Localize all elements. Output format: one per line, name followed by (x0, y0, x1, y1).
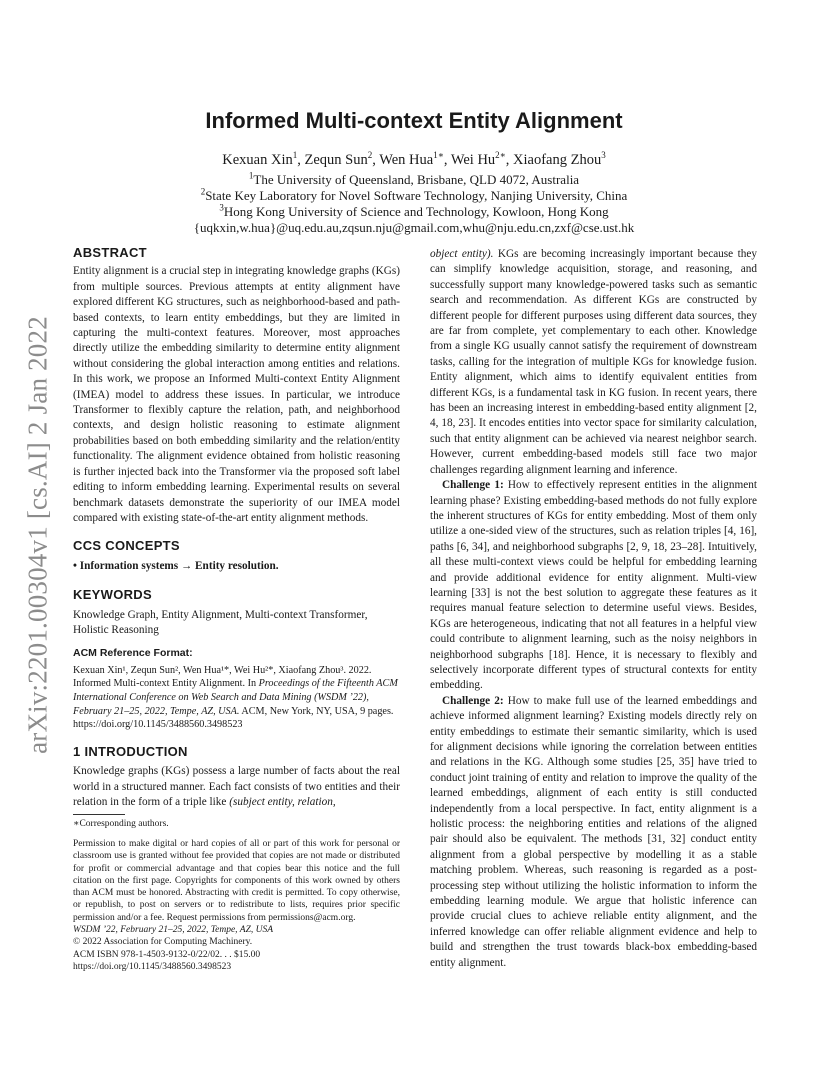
introduction-text (73, 764, 400, 810)
challenge-2-paragraph (430, 694, 757, 971)
affiliation-mark: 2 (200, 186, 206, 197)
keywords-text: Knowledge Graph, Entity Alignment, Multi-context Transformer, Holistic Reasoning (73, 608, 368, 636)
introduction-body: Knowledge graphs (KGs) possess a large number of facts about the real world in a structured manner. Each fact consists of two entities and their relation in the form of a triple like (73, 765, 400, 808)
author-affil-mark: 2 (367, 150, 373, 161)
isbn-line: ACM ISBN 978-1-4503-9132-0/22/02. . . $15.00 (73, 949, 261, 960)
author-affil-mark: 1∗ (433, 150, 444, 161)
author-name: Xiaofang Zhou (513, 152, 602, 168)
author-name: Wen Hua (379, 152, 434, 168)
arxiv-watermark (23, 305, 53, 765)
challenge-1-paragraph (430, 478, 757, 694)
acm-reference-rest: ACM, New York, NY, USA, 9 pages. https://doi.org/10.1145/3488560.3498523 (73, 705, 394, 731)
author-name: Zequn Sun (304, 152, 368, 168)
ccs-heading: CCS CONCEPTS (73, 538, 180, 554)
author-affil-mark: 3 (601, 150, 606, 161)
conference-line: WSDM ’22, February 21–25, 2022, Tempe, AZ, USA (73, 925, 274, 936)
acm-reference-authors: Kexuan Xin¹, Zequn Sun², Wen Hua¹*, Wei Hu²*, Xiaofang Zhou³. 2022. (73, 664, 372, 676)
affiliation-mark: 3 (219, 202, 224, 213)
affiliation-text: State Key Laboratory for Novel Software Technology, Nanjing University, China (205, 188, 628, 203)
intro-paragraph-text: KGs are becoming increasingly important because they can simplify knowledge acquisition, storage, and reasoning, and successfully support many knowledge-powered tasks such as semantic search and recommendation. As different KGs are constructed by different people for different purposes using different data sources, they are far from complete, yet complementary to each other. Knowledge from a single KG usually cannot satisfy the requirement of downstream tasks, calling for the integration of multiple KGs for knowledge fusion. Entity alignment, which aims to identify equivalent entities from different KGs, is a fundamental task in KG fusion. In recent years, there has been an increasing interest in embedding-based entity alignment [2, 4, 18, 23]. It encodes entities into vector space for similarity calculation, such that entity alignment can be achieved via nearest neighbor search. However, current embedding-based models still face two major challenges regarding alignment learning and inference. (430, 248, 757, 476)
right-column (430, 247, 757, 971)
arxiv-watermark-text: arXiv:2201.00304v1 [cs.AI] 2 Jan 2022 (22, 316, 53, 754)
permission-text: Permission to make digital or hard copies of all or part of this work for personal or classroom use is granted without fee provided that copies are not made or distributed for profit or commercial advantage and that copies bear this notice and the full citation on the first page. Copyrights for components of this work owned by others than ACM must be honored. Abstracting with credit is permitted. To copy otherwise, or republish, to post on servers or to redistribute to lists, requires prior specific permission and/or a fee. Request permissions from permissions@acm.org. (73, 839, 400, 923)
introduction-italic: (subject entity, relation, (229, 795, 336, 808)
challenge-1-text: How to effectively represent entities in the alignment learning phase? Existing embedding-based methods do not fully explore the inherent structures of KGs for entity embedding. Most of them only utilize a one-sided view of the structures, such as relation triples [4, 16], paths [6, 34], and neighborhood subgraphs [2, 9, 18, 23–28]. Intuitively, all these multi-context views could be helpful for embedding learning and provide additional evidence for entity alignment. Multi-view learning [33] is not the best solution to aggregate these features as it requires manual feature selection to determine useful views. Besides, KGs are heterogeneous, indicating that not all features in a helpful view could contribute to alignment learning, such as the noisy neighbors in neighborhood subgraphs [18]. Hence, it is necessary to flexibly and selectively incorporate different types of structural contexts for entity embedding. (430, 479, 758, 692)
author-list: Kexuan Xin$^1$, Zequn Sun$^2$, Wen Hua$^{1∗}$, Wei $Hu^{2∗}$, Xiaofang Zhou$^3$ (222, 150, 606, 168)
paper-title: Informed Multi-context Entity Alignment (205, 108, 623, 133)
affiliation-text: The University of Queensland, Brisbane, QLD 4072, Australia (253, 172, 580, 187)
affiliation (0, 204, 828, 220)
acm-reference-text (73, 664, 400, 732)
challenge-1-label: Challenge 1: (442, 479, 504, 492)
left-column (73, 245, 400, 810)
author-name: Kexuan Xin (222, 152, 293, 168)
acm-reference-title: Informed Multi-context Entity Alignment. In (73, 678, 257, 690)
author-emails: {uqkxin,w.hua}@uq.edu.au,zqsun.nju@gmail.com,whu@nju.edu.cn,zxf@cse.ust.hk (193, 220, 635, 235)
footnote-rule (73, 814, 125, 815)
challenge-2-text: How to make full use of the learned embeddings and achieve informed alignment learning? Existing models directly rely on entity embeddings to estimate their semantic similarity, which is used for alignment decisions while ignoring the correlation between entities and relations in the KG. Although some studies [25, 35] have tried to conduct joint training of entity and relation to improve the quality of the learned embeddings, alignment of each entity is still conducted independently from a local perspective. In fact, entity alignment is a holistic process: the neighboring entities and relations of the aligned pair should also be equivalent. The methods [31, 32] conduct entity alignment from a global perspective by modelling it as a stable matching problem. Whereas, such reasoning is regarded as a post-processing step without utilizing the holistic information to inform the embedding learning module. We argue that holistic inference can provide crucial clues to achieve reliable entity alignment, and the inferred knowledge can offer reliable alignment evidence and help to build and strengthen the trust towards black-box embedding-based entity alignment. (430, 694, 757, 969)
author-affil-mark: 1 (292, 150, 298, 161)
intro-italic-continuation: object entity). (430, 248, 494, 260)
acm-reference-heading: ACM Reference Format: (73, 647, 193, 660)
doi-line: https://doi.org/10.1145/3488560.3498523 (73, 961, 232, 972)
author-affil-mark: 2∗ (495, 150, 506, 161)
affiliation (0, 188, 828, 204)
acm-reference-venue: Proceedings of the Fifteenth ACM International Conference on Web Search and Data Mining (WSDM ’22), February 21–25, 2022, Tempe, AZ, USA. (73, 678, 398, 717)
abstract-heading: ABSTRACT (73, 245, 147, 260)
affiliation-text: Hong Kong University of Science and Technology, Kowloon, Hong Kong (223, 204, 609, 219)
copyright-line: © 2022 Association for Computing Machinery. (73, 937, 253, 948)
ccs-text: • Information systems → Entity resolution. (73, 559, 279, 572)
challenge-2-label: Challenge 2: (442, 694, 504, 707)
affiliation-mark: 1 (248, 170, 254, 181)
abstract-text: Entity alignment is a crucial step in integrating knowledge graphs (KGs) from multiple sources. Previous attempts at entity alignment have explored different KG structures, such as neighborhood-based and path-based contexts, to learn entity embeddings, but they are limited in capturing the multi-context features. Moreover, most approaches directly utilize the embedding similarity to determine entity alignment without considering the global interaction among entities and relations. In this work, we propose an Informed Multi-context Entity Alignment (IMEA) model to address these issues. In particular, we introduce Transformer to flexibly capture the relation, path, and neighborhood contexts, and design holistic reasoning to estimate alignment probabilities based on both embedding similarity and the relation/entity functionality. The alignment evidence obtained from holistic reasoning is further injected back into the Transformer via the proposed soft label editing to inform embedding learning. Experimental results on several benchmark datasets demonstrate the superiority of our IMEA model compared with existing state-of-the-art entity alignment methods. (73, 265, 400, 524)
author-name: Wei Hu (450, 152, 496, 168)
permission-block (73, 838, 400, 973)
footnote: ∗Corresponding authors. (73, 819, 169, 829)
affiliation (0, 172, 828, 188)
keywords-heading: KEYWORDS (73, 587, 152, 603)
introduction-heading: 1 INTRODUCTION (73, 743, 188, 759)
intro-paragraph (430, 247, 757, 478)
